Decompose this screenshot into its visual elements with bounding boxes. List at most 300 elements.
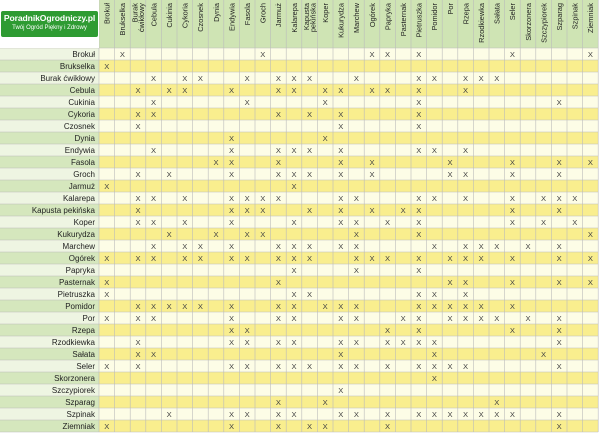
row-label: Por [82,314,95,323]
compatibility-mark: X [369,49,375,59]
compatibility-mark: X [322,85,328,95]
compatibility-mark: X [229,217,235,227]
compatibility-mark: X [431,301,437,311]
compatibility-mark: X [151,73,157,83]
compatibility-mark: X [213,229,219,239]
row-label: Szczypiorek [51,386,95,395]
column-header: Fasola [243,3,252,26]
compatibility-mark: X [416,217,422,227]
compatibility-mark: X [322,397,328,407]
compatibility-mark: X [353,217,359,227]
compatibility-mark: X [338,241,344,251]
row-label: Pasternak [58,278,95,287]
compatibility-mark: X [556,205,562,215]
compatibility-mark: X [229,133,235,143]
compatibility-mark: X [104,181,110,191]
compatibility-mark: X [244,253,250,263]
compatibility-mark: X [275,145,281,155]
compatibility-mark: X [151,301,157,311]
compatibility-mark: X [182,73,188,83]
row-label: Sałata [72,350,95,359]
compatibility-mark: X [478,409,484,419]
compatibility-mark: X [322,301,328,311]
compatibility-mark: X [478,241,484,251]
compatibility-mark: X [244,361,250,371]
compatibility-mark: X [416,73,422,83]
compatibility-mark: X [509,277,515,287]
column-header: Burak [130,3,140,23]
column-header: Pietruszka [414,3,424,38]
compatibility-mark: X [291,145,297,155]
compatibility-mark: X [416,265,422,275]
compatibility-mark: X [182,193,188,203]
row-label: Groch [73,170,95,179]
column-header: Pasternak [399,3,408,37]
compatibility-mark: X [385,49,391,59]
compatibility-mark: X [416,337,422,347]
compatibility-mark: X [494,241,500,251]
column-header: Ziemniak [586,3,596,33]
row-label: Brukselka [59,62,95,71]
row-label: Fasola [70,158,95,167]
compatibility-mark: X [400,337,406,347]
compatibility-mark: X [104,421,110,431]
compatibility-mark: X [587,253,593,263]
compatibility-mark: X [447,301,453,311]
compatibility-mark: X [307,253,313,263]
compatibility-mark: X [385,253,391,263]
compatibility-mark: X [431,373,437,383]
compatibility-mark: X [463,277,469,287]
compatibility-mark: X [229,421,235,431]
compatibility-mark: X [291,337,297,347]
compatibility-mark: X [244,325,250,335]
compatibility-mark: X [182,85,188,95]
row-label: Cebula [69,86,95,95]
compatibility-mark: X [556,337,562,347]
column-header: Marchew [352,3,362,33]
compatibility-mark: X [541,193,547,203]
compatibility-mark: X [151,109,157,119]
row-label: Skorzonera [54,374,95,383]
compatibility-mark: X [572,217,578,227]
compatibility-mark: X [135,85,141,95]
column-header: Skorzonera [523,3,533,41]
compatibility-mark: X [587,157,593,167]
compatibility-mark: X [291,169,297,179]
row-label: Endywia [64,146,95,155]
compatibility-mark: X [322,421,328,431]
compatibility-mark: X [494,73,500,83]
compatibility-mark: X [197,241,203,251]
row-label: Kapusta pekińska [31,206,95,215]
column-header: Kalarepa [289,3,299,33]
compatibility-mark: X [182,217,188,227]
column-header: Pomidor [430,3,440,31]
logo-badge [1,11,98,37]
compatibility-mark: X [385,325,391,335]
compatibility-mark: X [291,409,297,419]
column-header: Papryka [383,3,393,31]
compatibility-mark: X [385,337,391,347]
compatibility-mark: X [291,289,297,299]
compatibility-mark: X [135,205,141,215]
compatibility-mark: X [353,265,359,275]
compatibility-mark: X [275,301,281,311]
compatibility-mark: X [509,169,515,179]
compatibility-mark: X [353,193,359,203]
column-header: Szparag [555,3,564,31]
compatibility-mark: X [556,169,562,179]
row-label: Dynia [74,134,95,143]
column-header: Por [445,3,455,15]
compatibility-mark: X [275,73,281,83]
compatibility-mark: X [229,409,235,419]
compatibility-mark: X [353,313,359,323]
compatibility-mark: X [135,361,141,371]
compatibility-mark: X [338,301,344,311]
compatibility-mark: X [182,301,188,311]
column-header: pekińska [308,3,318,33]
compatibility-mark: X [431,145,437,155]
compatibility-mark: X [260,205,266,215]
compatibility-mark: X [151,217,157,227]
column-header: Czosnek [196,3,206,32]
compatibility-mark: X [229,145,235,155]
column-header: Cykoria [180,3,190,29]
compatibility-mark: X [135,337,141,347]
compatibility-mark: X [151,193,157,203]
compatibility-mark: X [369,157,375,167]
compatibility-mark: X [494,397,500,407]
compatibility-mark: X [275,241,281,251]
compatibility-mark: X [509,205,515,215]
compatibility-mark: X [275,361,281,371]
compatibility-mark: X [135,349,141,359]
compatibility-mark: X [307,421,313,431]
compatibility-mark: X [322,133,328,143]
compatibility-mark: X [385,85,391,95]
compatibility-mark: X [478,313,484,323]
compatibility-mark: X [151,241,157,251]
compatibility-mark: X [525,241,531,251]
compatibility-mark: X [572,193,578,203]
compatibility-mark: X [244,229,250,239]
compatibility-mark: X [431,409,437,419]
compatibility-mark: X [291,313,297,323]
compatibility-mark: X [416,313,422,323]
compatibility-mark: X [275,409,281,419]
compatibility-mark: X [197,253,203,263]
row-label: Ogórek [68,254,95,263]
compatibility-mark: X [478,301,484,311]
row-label: Burak ćwikłowy [40,74,95,83]
compatibility-mark: X [431,361,437,371]
compatibility-mark: X [119,49,125,59]
compatibility-mark: X [463,241,469,251]
compatibility-mark: X [431,241,437,251]
compatibility-mark: X [229,241,235,251]
logo-title: PoradnikOgrodniczy.pl [3,13,96,23]
compatibility-mark: X [587,277,593,287]
compatibility-mark: X [416,229,422,239]
compatibility-mark: X [104,277,110,287]
compatibility-mark: X [229,157,235,167]
compatibility-mark: X [229,313,235,323]
compatibility-mark: X [338,109,344,119]
compatibility-mark: X [275,421,281,431]
compatibility-mark: X [447,277,453,287]
row-label: Kalarepa [62,194,95,203]
column-header: Jarmuż [274,3,284,28]
compatibility-mark: X [385,421,391,431]
compatibility-mark: X [431,289,437,299]
compatibility-mark: X [338,337,344,347]
compatibility-mark: X [338,121,344,131]
compatibility-mark: X [447,169,453,179]
compatibility-mark: X [104,361,110,371]
row-label: Cykoria [67,110,95,119]
compatibility-mark: X [416,97,422,107]
compatibility-mark: X [463,253,469,263]
compatibility-mark: X [431,193,437,203]
compatibility-mark: X [385,361,391,371]
compatibility-mark: X [260,193,266,203]
compatibility-mark: X [416,205,422,215]
row-label: Rzodkiewka [51,338,95,347]
compatibility-mark: X [416,325,422,335]
compatibility-mark: X [509,217,515,227]
compatibility-mark: X [509,409,515,419]
column-header: Cukinia [165,3,174,28]
compatibility-mark: X [338,385,344,395]
compatibility-mark: X [416,49,422,59]
compatibility-mark: X [229,301,235,311]
compatibility-mark: X [291,361,297,371]
compatibility-mark: X [541,349,547,359]
compatibility-mark: X [463,85,469,95]
compatibility-mark: X [525,313,531,323]
compatibility-mark: X [509,325,515,335]
compatibility-mark: X [385,409,391,419]
compatibility-mark: X [151,97,157,107]
compatibility-mark: X [463,361,469,371]
compatibility-mark: X [494,313,500,323]
compatibility-mark: X [275,193,281,203]
logo[interactable] [0,0,99,48]
row-label: Szparag [65,398,95,407]
compatibility-mark: X [509,253,515,263]
column-header: Brokuł [102,3,112,24]
compatibility-mark: X [338,205,344,215]
compatibility-mark: X [447,253,453,263]
row-label: Kukurydza [57,230,95,239]
compatibility-mark: X [307,109,313,119]
compatibility-mark: X [275,397,281,407]
column-header: Kukurydza [336,3,346,38]
compatibility-mark: X [229,85,235,95]
compatibility-mark: X [135,193,141,203]
compatibility-mark: X [291,85,297,95]
compatibility-mark: X [275,313,281,323]
compatibility-mark: X [416,145,422,155]
compatibility-mark: X [244,337,250,347]
compatibility-mark: X [463,301,469,311]
compatibility-mark: X [353,73,359,83]
compatibility-mark: X [447,157,453,167]
compatibility-mark: X [104,289,110,299]
compatibility-mark: X [166,409,172,419]
compatibility-mark: X [166,229,172,239]
compatibility-mark: X [244,193,250,203]
compatibility-mark: X [369,205,375,215]
compatibility-mark: X [275,169,281,179]
compatibility-mark: X [369,85,375,95]
compatibility-mark: X [275,253,281,263]
compatibility-mark: X [556,409,562,419]
compatibility-mark: X [556,277,562,287]
compatibility-mark: X [197,301,203,311]
compatibility-mark: X [509,157,515,167]
compatibility-mark: X [369,253,375,263]
compatibility-mark: X [260,229,266,239]
compatibility-mark: X [353,241,359,251]
compatibility-mark: X [447,361,453,371]
compatibility-mark: X [291,253,297,263]
compatibility-mark: X [229,193,235,203]
row-label: Seler [76,362,95,371]
compatibility-mark: X [416,409,422,419]
compatibility-mark: X [338,313,344,323]
compatibility-mark: X [587,49,593,59]
compatibility-mark: X [338,349,344,359]
compatibility-mark: X [556,325,562,335]
row-label: Szpinak [66,410,95,419]
logo-subtitle: Twój Ogród Piękny i Zdrowy [12,25,87,31]
compatibility-mark: X [307,145,313,155]
compatibility-mark: X [244,205,250,215]
compatibility-mark: X [229,337,235,347]
compatibility-mark: X [307,73,313,83]
compatibility-mark: X [556,157,562,167]
compatibility-mark: X [135,169,141,179]
compatibility-mark: X [291,241,297,251]
column-header: Rzodkiewka [477,3,486,43]
compatibility-mark: X [322,97,328,107]
compatibility-mark: X [291,217,297,227]
compatibility-mark: X [338,145,344,155]
compatibility-mark: X [166,85,172,95]
compatibility-mark: X [275,337,281,347]
column-header: Endywia [227,3,237,31]
compatibility-mark: X [151,313,157,323]
compatibility-mark: X [104,253,110,263]
compatibility-mark: X [353,301,359,311]
compatibility-mark: X [338,85,344,95]
compatibility-mark: X [509,193,515,203]
compatibility-mark: X [197,73,203,83]
compatibility-mark: X [244,73,250,83]
compatibility-mark: X [463,145,469,155]
compatibility-mark: X [135,109,141,119]
column-header: Sałata [492,2,502,24]
compatibility-mark: X [353,361,359,371]
compatibility-mark: X [182,253,188,263]
column-header: Kapusta [302,3,312,31]
compatibility-mark: X [135,253,141,263]
compatibility-mark: X [338,193,344,203]
column-header: Groch [258,3,268,24]
compatibility-mark: X [416,109,422,119]
compatibility-mark: X [509,49,515,59]
compatibility-mark: X [463,169,469,179]
column-header: Koper [321,3,330,23]
compatibility-mark: X [478,73,484,83]
compatibility-mark: X [463,289,469,299]
compatibility-mark: X [416,361,422,371]
compatibility-mark: X [400,313,406,323]
row-label: Pomidor [65,302,95,311]
row-label: Marchew [62,242,95,251]
row-label: Ziemniak [62,422,95,431]
compatibility-mark: X [213,157,219,167]
compatibility-mark: X [447,409,453,419]
compatibility-mark: X [307,361,313,371]
compatibility-mark: X [463,313,469,323]
row-label: Cukinia [68,98,95,107]
compatibility-mark: X [291,73,297,83]
compatibility-mark: X [291,265,297,275]
column-header: Cebula [149,3,159,27]
compatibility-mark: X [463,193,469,203]
column-header: ćwikłowy [137,3,147,33]
compatibility-mark: X [166,169,172,179]
compatibility-mark: X [275,277,281,287]
compatibility-mark: X [275,157,281,167]
compatibility-mark: X [556,421,562,431]
compatibility-mark: X [478,253,484,263]
compatibility-mark: X [307,241,313,251]
compatibility-mark: X [338,409,344,419]
compatibility-mark: X [416,301,422,311]
compatibility-mark: X [353,409,359,419]
compatibility-mark: X [385,217,391,227]
compatibility-mark: X [151,253,157,263]
compatibility-mark: X [353,337,359,347]
compatibility-mark: X [135,301,141,311]
column-header: Szpinak [570,3,580,30]
compatibility-mark: X [151,145,157,155]
compatibility-mark: X [587,229,593,239]
compatibility-mark: X [431,73,437,83]
row-label: Papryka [65,266,95,275]
compatibility-mark: X [229,361,235,371]
compatibility-mark: X [416,193,422,203]
compatibility-mark: X [416,289,422,299]
compatibility-mark: X [447,313,453,323]
compatibility-mark: X [291,301,297,311]
compatibility-mark: X [229,253,235,263]
column-header: Rzepa [461,3,471,25]
compatibility-mark: X [229,325,235,335]
column-header: Szczypiorek [539,3,549,43]
compatibility-mark: X [275,109,281,119]
compatibility-mark: X [463,73,469,83]
compatibility-mark: X [307,169,313,179]
row-label: Koper [73,218,95,227]
compatibility-mark: X [416,253,422,263]
column-header: Dynia [211,3,221,22]
